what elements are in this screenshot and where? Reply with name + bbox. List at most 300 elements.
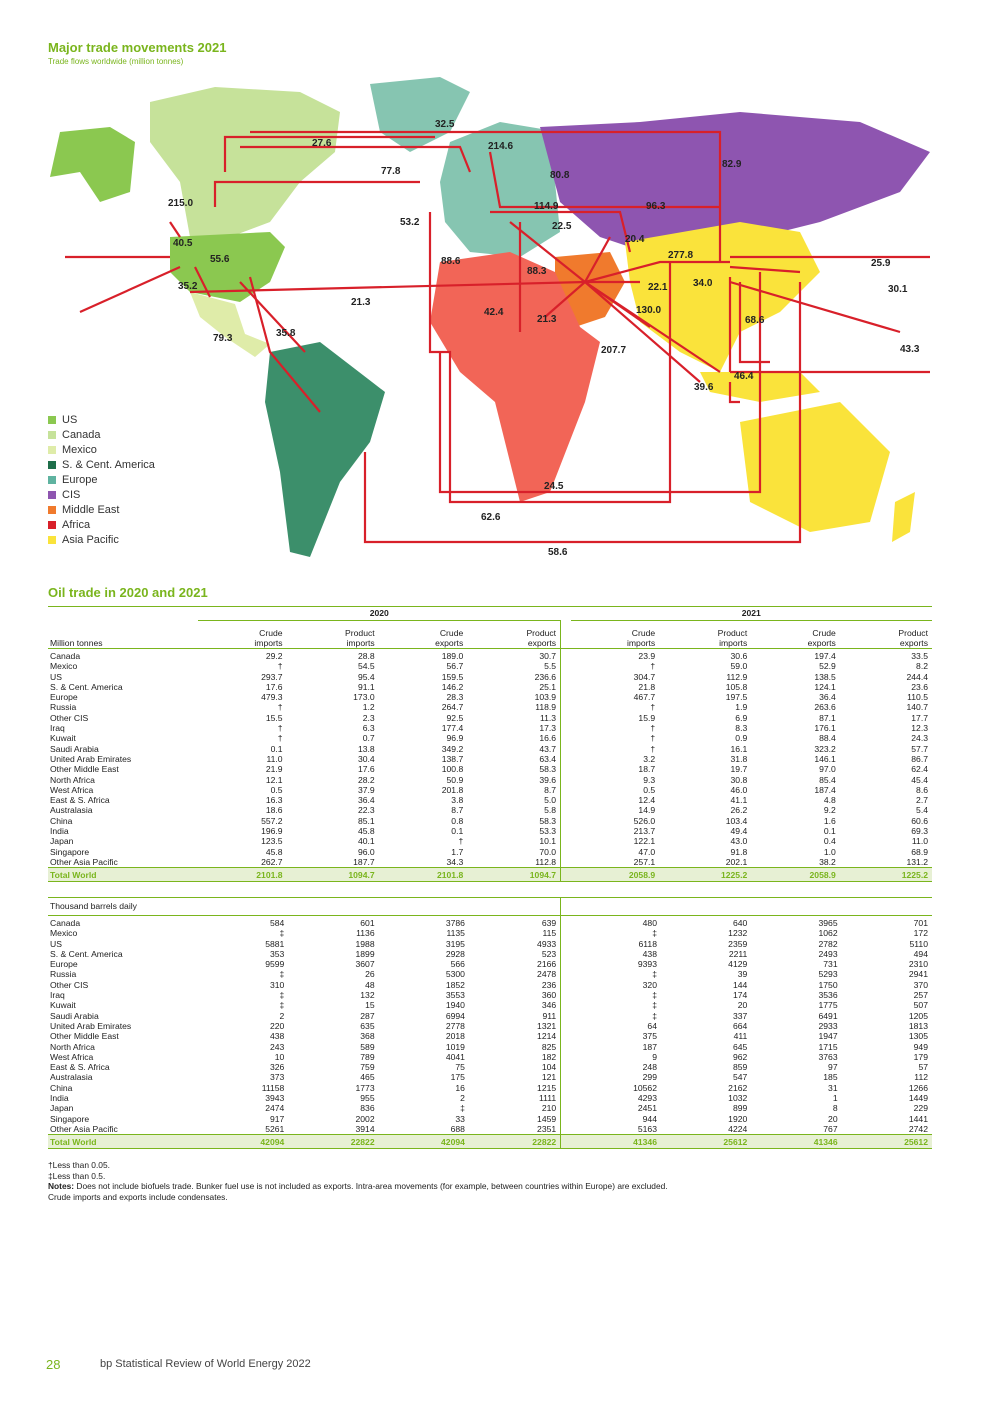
table-cell: 480 <box>642 918 657 928</box>
row-label: United Arab Emirates <box>50 753 132 764</box>
flow-label: 277.8 <box>668 250 694 261</box>
table-cell: 547 <box>732 1072 748 1083</box>
column-header: Crude exports <box>751 621 840 649</box>
table-cell: 112 <box>914 1072 928 1083</box>
footer-text: bp Statistical Review of World Energy 2022 <box>100 1358 311 1370</box>
table-cell: 179 <box>913 1051 928 1062</box>
table-cell: 243 <box>269 1041 285 1052</box>
region-new-zealand <box>892 492 915 542</box>
table-cell: 45.4 <box>911 774 928 785</box>
legend-item <box>48 502 155 517</box>
table-cell: 110.5 <box>907 692 928 703</box>
table-cell: 20 <box>828 1113 838 1124</box>
table-cell: 1232 <box>728 928 748 939</box>
table-cell: 187.7 <box>353 856 375 867</box>
row-label: Japan <box>50 836 74 847</box>
table-cell: 24.3 <box>911 733 928 744</box>
total-cell: 25612 <box>661 1135 751 1149</box>
flow-label: 32.5 <box>435 119 455 130</box>
flow-label: 30.1 <box>888 284 908 295</box>
table-cell: 2474 <box>265 1103 285 1114</box>
legend-item <box>48 442 155 457</box>
table-cell: 70.0 <box>539 846 557 857</box>
table-cell: 859 <box>732 1062 748 1073</box>
table-cell: 97.0 <box>819 764 836 775</box>
table-cell: 244.4 <box>906 671 928 682</box>
flow-label: 88.3 <box>527 266 547 277</box>
table-cell: 45.8 <box>357 826 375 837</box>
table-cell: 96.0 <box>357 846 375 857</box>
table-cell: 2.7 <box>916 795 928 806</box>
table-cell: 438 <box>642 948 657 959</box>
table-cell: 123.5 <box>261 836 283 847</box>
table-cell: 17.3 <box>539 723 557 734</box>
column-header: Crude imports <box>571 621 660 649</box>
table-cell: 10562 <box>633 1082 657 1093</box>
table-cell: 56.7 <box>446 661 464 672</box>
table-cell: 21.8 <box>638 681 656 692</box>
table-cell: 16.6 <box>539 733 557 744</box>
table-cell: 465 <box>360 1072 375 1083</box>
table-cell: 1019 <box>445 1041 465 1052</box>
note-main: Notes: Does not include biofuels trade. Bunker fuel use is not included as exports. Intra-area movements (for example, between countries within Europe) are excluded. <box>48 1181 668 1191</box>
table-cell: 229 <box>913 1103 928 1114</box>
table-cell: 91.8 <box>730 846 748 857</box>
table-cell: 353 <box>269 948 285 959</box>
table-row <box>48 1072 932 1082</box>
table-cell: 112.9 <box>726 671 748 682</box>
table-cell: 49.4 <box>730 826 748 837</box>
flow-label: 55.6 <box>210 254 230 265</box>
table-cell: 5881 <box>265 938 285 949</box>
flow-label: 77.8 <box>381 166 401 177</box>
table-cell: 10.1 <box>539 836 557 847</box>
legend-label: Middle East <box>62 503 120 516</box>
table-row <box>48 847 932 857</box>
column-header: Crude exports <box>379 621 468 649</box>
unit-label: Million tonnes <box>48 621 198 649</box>
table-cell: † <box>650 743 656 754</box>
table-cell: † <box>458 836 464 847</box>
table-row <box>48 916 932 929</box>
total-row <box>48 1135 932 1149</box>
flow-label: 82.9 <box>722 159 742 170</box>
table-cell: 140.7 <box>906 702 928 713</box>
table-cell: 5.0 <box>544 795 557 806</box>
unit-label: Thousand barrels daily <box>48 898 198 916</box>
table-cell: 85.1 <box>357 815 375 826</box>
table-row <box>48 1052 932 1062</box>
row-label: Japan <box>50 1103 74 1114</box>
table-cell: 3914 <box>355 1123 375 1134</box>
table-cell: 39 <box>737 969 748 980</box>
table-cell: 789 <box>360 1051 375 1062</box>
table-cell: 899 <box>732 1103 748 1114</box>
table-cell: 6.9 <box>735 712 748 723</box>
flow-label: 35.2 <box>178 281 198 292</box>
table-cell: 187.4 <box>814 784 836 795</box>
table-cell: 63.4 <box>539 753 557 764</box>
table-cell: 189.0 <box>441 651 464 661</box>
table-cell: 197.4 <box>814 651 836 661</box>
table-cell: 6491 <box>818 1010 838 1021</box>
table-cell: 320 <box>642 979 657 990</box>
total-row <box>48 868 932 882</box>
table-cell: 2 <box>460 1093 465 1104</box>
table-cell: 949 <box>913 1041 928 1052</box>
table-cell: 103.9 <box>534 692 557 703</box>
table-row <box>48 775 932 785</box>
table-row <box>48 836 932 846</box>
table-cell: 29.2 <box>265 651 283 661</box>
flow-label: 35.8 <box>276 328 296 339</box>
table-cell: 103.4 <box>725 815 748 826</box>
table-cell: 2310 <box>908 959 928 970</box>
table-cell: 28.3 <box>446 692 464 703</box>
table-cell: ‡ <box>652 1010 657 1021</box>
table-cell: 16.3 <box>265 795 283 806</box>
table-row <box>48 1062 932 1072</box>
total-cell: 2058.9 <box>571 868 660 882</box>
table-cell: 11.0 <box>266 753 283 764</box>
region-canada <box>150 87 340 237</box>
table-cell: 0.9 <box>735 733 748 744</box>
table-cell: 46.0 <box>730 784 748 795</box>
table-cell: 1449 <box>908 1093 928 1104</box>
table-cell: 16.1 <box>730 743 748 754</box>
table-cell: 138.5 <box>814 671 836 682</box>
table-cell: 5261 <box>265 1123 285 1134</box>
table-cell: 59.0 <box>730 661 748 672</box>
table-row <box>48 949 932 959</box>
table-row <box>48 1103 932 1113</box>
table-cell: 337 <box>732 1010 748 1021</box>
table-cell: 185 <box>823 1072 838 1083</box>
table-cell: 15.5 <box>265 712 283 723</box>
table-cell: 43.0 <box>730 836 748 847</box>
legend-label: Africa <box>62 518 91 531</box>
table-cell: 1.6 <box>823 815 836 826</box>
table-cell: 299 <box>642 1072 657 1083</box>
table-cell: 52.9 <box>819 661 836 672</box>
table-row <box>48 1000 932 1010</box>
table-row <box>48 661 932 671</box>
table-cell: 346 <box>541 1000 557 1011</box>
total-cell: 2101.8 <box>198 868 287 882</box>
table-title: Oil trade in 2020 and 2021 <box>48 585 208 600</box>
total-cell: 25612 <box>842 1135 932 1149</box>
table-cell: 526.0 <box>633 815 656 826</box>
table-cell: 95.4 <box>357 671 375 682</box>
table-cell: 373 <box>269 1072 285 1083</box>
table-cell: 1215 <box>537 1082 557 1093</box>
flow-label: 62.6 <box>481 512 501 523</box>
table-cell: 118.9 <box>535 702 557 713</box>
row-label: Other Asia Pacific <box>50 1123 118 1134</box>
table-row <box>48 692 932 702</box>
legend-item <box>48 472 155 487</box>
total-cell: 2058.9 <box>751 868 840 882</box>
row-label: West Africa <box>50 1051 94 1062</box>
table-row <box>48 990 932 1000</box>
table-cell: 146.2 <box>441 681 464 692</box>
table-cell: 104 <box>541 1062 557 1073</box>
table-row <box>48 826 932 836</box>
table-cell: 917 <box>269 1113 285 1124</box>
column-header: Product exports <box>467 621 560 649</box>
table-cell: ‡ <box>652 990 657 1001</box>
legend-swatch <box>48 431 56 439</box>
table-cell: 326 <box>269 1062 285 1073</box>
table-cell: 9.3 <box>643 774 656 785</box>
table-cell: 1214 <box>537 1031 557 1042</box>
flow-label: 130.0 <box>636 305 662 316</box>
table-row <box>48 857 932 868</box>
table-cell: 1062 <box>818 928 838 939</box>
flow-label: 96.3 <box>646 201 666 212</box>
table-cell: 8.7 <box>544 784 557 795</box>
flow-label: 34.0 <box>693 278 713 289</box>
table-cell: 589 <box>360 1041 375 1052</box>
table-cell: 349.2 <box>441 743 464 754</box>
table-cell: 4293 <box>637 1093 657 1104</box>
table-cell: 0.4 <box>823 836 836 847</box>
total-label: Total World <box>48 1135 198 1149</box>
legend-label: CIS <box>62 488 81 501</box>
page-number: 28 <box>46 1357 61 1372</box>
row-label: Iraq <box>50 723 65 734</box>
table-row <box>48 713 932 723</box>
column-header: Crude imports <box>198 621 287 649</box>
table-cell: 0.7 <box>362 733 375 744</box>
table-cell: 53.3 <box>539 826 557 837</box>
total-cell: 41346 <box>571 1135 661 1149</box>
table-cell: 18.7 <box>638 764 656 775</box>
table-cell: 45.8 <box>265 846 283 857</box>
table-cell: 557.2 <box>261 815 283 826</box>
table-cell: 3195 <box>445 938 465 949</box>
table-cell: 304.7 <box>633 671 656 682</box>
table-cell: 213.7 <box>633 826 656 837</box>
table-cell: 9.2 <box>823 805 836 816</box>
row-label: Singapore <box>50 846 90 857</box>
table-cell: 236.6 <box>534 671 557 682</box>
table-row <box>48 928 932 938</box>
table-cell: 2002 <box>355 1113 375 1124</box>
table-cell: 507 <box>913 1000 928 1011</box>
table-cell: 177.4 <box>441 723 464 734</box>
row-label: Kuwait <box>50 1000 76 1011</box>
note-ddagger: ‡Less than 0.5. <box>48 1170 106 1181</box>
table-row <box>48 754 932 764</box>
table-cell: 8.3 <box>735 723 748 734</box>
row-label: Singapore <box>50 1113 90 1124</box>
table-cell: 85.4 <box>819 774 836 785</box>
table-cell: 47.0 <box>638 846 656 857</box>
flow-label: 27.6 <box>312 138 332 149</box>
region-alaska <box>50 127 135 202</box>
row-label: India <box>50 1093 69 1104</box>
table-cell: 8.7 <box>451 805 464 816</box>
table-cell: 11.0 <box>911 836 928 847</box>
flow-label: 22.1 <box>648 282 668 293</box>
total-cell: 1094.7 <box>287 868 379 882</box>
table-cell: 1111 <box>538 1093 557 1104</box>
legend-label: Canada <box>62 428 101 441</box>
table-cell: 645 <box>732 1041 748 1052</box>
table-cell: 182 <box>541 1051 557 1062</box>
table-cell: 1947 <box>818 1031 838 1042</box>
table-row <box>48 969 932 979</box>
table-cell: 0.8 <box>451 815 464 826</box>
table-cell: 523 <box>541 948 557 959</box>
table-cell: 248 <box>642 1062 657 1073</box>
table-cell: 43.7 <box>539 743 557 754</box>
oil-trade-table-tonnes <box>48 606 932 882</box>
table-cell: 10 <box>274 1051 285 1062</box>
table-cell: 36.4 <box>819 692 836 703</box>
table-cell: 4129 <box>728 959 748 970</box>
table-cell: 146.1 <box>814 753 836 764</box>
table-cell: 64 <box>647 1020 657 1031</box>
row-label: Other Asia Pacific <box>50 856 118 867</box>
table-cell: 112.8 <box>535 856 557 867</box>
table-cell: 26.2 <box>730 805 748 816</box>
row-label: Other Middle East <box>50 764 119 775</box>
table-cell: ‡ <box>279 990 285 1001</box>
table-cell: 122.1 <box>633 836 656 847</box>
row-label: Kuwait <box>50 733 76 744</box>
table-row <box>48 1042 932 1052</box>
table-cell: 1.9 <box>735 702 748 713</box>
table-cell: 31.8 <box>730 753 748 764</box>
table-cell: 9393 <box>637 959 657 970</box>
table-cell: 34.3 <box>446 856 464 867</box>
table-cell: 17.6 <box>265 681 283 692</box>
table-cell: 19.7 <box>730 764 748 775</box>
table-cell: 60.6 <box>911 815 928 826</box>
legend-label: Mexico <box>62 443 97 456</box>
table-cell: 1.2 <box>362 702 375 713</box>
row-label: China <box>50 815 73 826</box>
flow-label: 80.8 <box>550 170 570 181</box>
table-row <box>48 1093 932 1103</box>
row-label: Iraq <box>50 990 65 1001</box>
table-cell: 1305 <box>908 1031 928 1042</box>
flow-label: 42.4 <box>484 307 504 318</box>
table-cell: 1715 <box>818 1041 838 1052</box>
legend-swatch <box>48 536 56 544</box>
table-cell: 124.1 <box>814 681 836 692</box>
row-label: India <box>50 826 69 837</box>
table-cell: † <box>277 723 283 734</box>
table-cell: 25.1 <box>539 681 557 692</box>
total-cell: 41346 <box>751 1135 841 1149</box>
table-cell: 40.1 <box>357 836 375 847</box>
table-row <box>48 672 932 682</box>
row-label: US <box>50 938 62 949</box>
table-cell: 14.9 <box>638 805 656 816</box>
table-cell: 2493 <box>818 948 838 959</box>
table-cell: 2941 <box>908 969 928 980</box>
table-row <box>48 702 932 712</box>
table-cell: 121 <box>541 1072 557 1083</box>
table-cell: 20 <box>737 1000 748 1011</box>
table-cell: 8.6 <box>916 784 928 795</box>
table-cell: 1266 <box>908 1082 928 1093</box>
table-cell: 41.1 <box>730 795 748 806</box>
table-cell: 38.2 <box>819 856 836 867</box>
table-row <box>48 764 932 774</box>
total-cell: 22822 <box>288 1135 378 1149</box>
row-label: North Africa <box>50 774 95 785</box>
column-header: Product exports <box>840 621 932 649</box>
table-cell: 1459 <box>537 1113 557 1124</box>
legend-swatch <box>48 476 56 484</box>
legend-label: S. & Cent. America <box>62 458 155 471</box>
table-notes <box>48 1160 668 1202</box>
table-cell: 3.8 <box>451 795 464 806</box>
table-cell: 23.9 <box>638 651 656 661</box>
table-cell: 2742 <box>908 1123 928 1134</box>
table-cell: 13.8 <box>357 743 375 754</box>
table-cell: 2162 <box>728 1082 748 1093</box>
total-cell: 42094 <box>198 1135 288 1149</box>
table-cell: 86.7 <box>911 753 928 764</box>
table-cell: 5110 <box>909 938 928 949</box>
table-row <box>48 805 932 815</box>
flow-label: 88.6 <box>441 256 461 267</box>
row-label: Mexico <box>50 928 78 939</box>
table-row <box>48 795 932 805</box>
table-cell: 1775 <box>818 1000 838 1011</box>
table-cell: 50.9 <box>446 774 464 785</box>
table-cell: 12.4 <box>638 795 656 806</box>
table-cell: 176.1 <box>814 723 836 734</box>
table-cell: 4.8 <box>823 795 836 806</box>
row-label: Canada <box>50 651 81 661</box>
flow-label: 114.9 <box>534 201 559 212</box>
table-cell: 196.9 <box>261 826 283 837</box>
table-cell: 1940 <box>445 1000 465 1011</box>
table-cell: 18.6 <box>265 805 283 816</box>
table-cell: 57 <box>918 1062 928 1073</box>
table-cell: 1750 <box>818 979 838 990</box>
total-cell: 1225.2 <box>840 868 932 882</box>
oil-trade-table-barrels <box>48 897 932 1149</box>
region-asia-pacific <box>625 222 820 372</box>
table-cell: 1.7 <box>451 846 464 857</box>
table-cell: 2782 <box>818 938 838 949</box>
legend-item <box>48 427 155 442</box>
table-cell: 944 <box>642 1113 657 1124</box>
total-cell: 22822 <box>469 1135 561 1149</box>
table-cell: 2018 <box>445 1031 465 1042</box>
table-cell: 62.4 <box>911 764 928 775</box>
table-cell: 1136 <box>356 928 375 939</box>
row-label: Australasia <box>50 1072 93 1083</box>
table-cell: 3786 <box>445 918 465 928</box>
table-cell: 5300 <box>445 969 465 980</box>
flow-label: 58.6 <box>548 547 568 558</box>
table-row <box>48 1031 932 1041</box>
row-label: Europe <box>50 959 78 970</box>
table-cell: † <box>277 661 283 672</box>
table-cell: 836 <box>360 1103 375 1114</box>
table-cell: 48 <box>365 979 375 990</box>
table-cell: 3536 <box>818 990 838 1001</box>
table-cell: 159.5 <box>441 671 464 682</box>
